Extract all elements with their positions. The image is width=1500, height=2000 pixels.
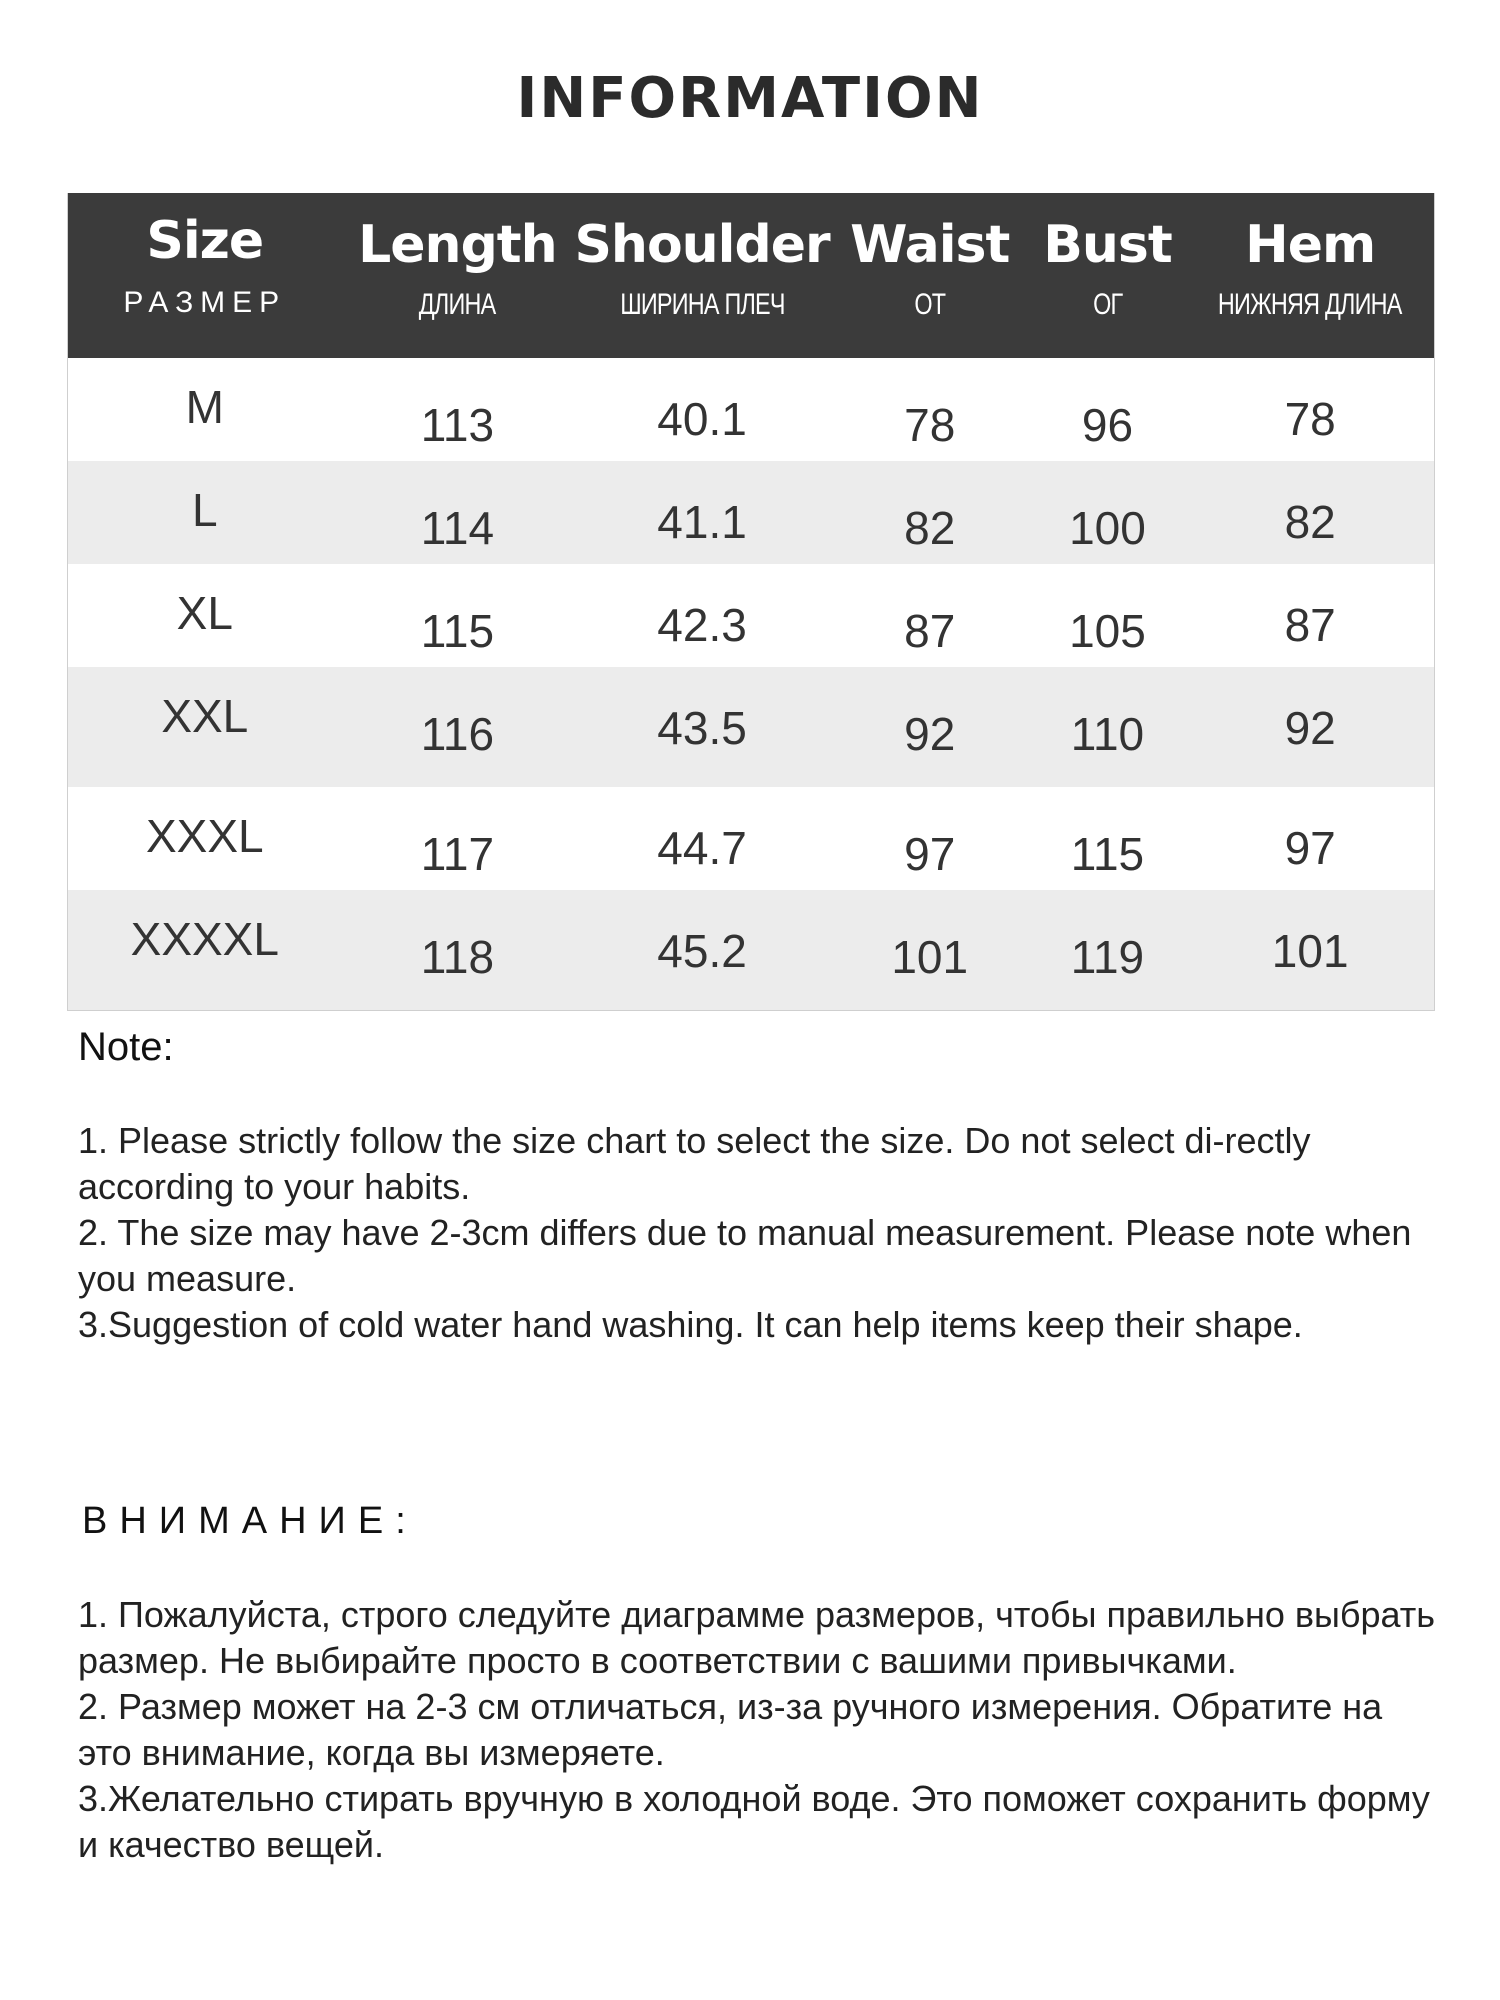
cell-size: L	[192, 484, 218, 536]
header-waist	[831, 193, 1029, 358]
header-shoulder	[573, 193, 831, 358]
header-shoulder-en: Shoulder	[574, 215, 830, 275]
cell-bust: 119	[1070, 931, 1145, 983]
note-heading: Note:	[78, 1025, 174, 1069]
header-hem	[1186, 193, 1434, 358]
cell-size: XXXXL	[130, 913, 279, 965]
header-hem-en: Hem	[1245, 215, 1376, 275]
cell-length: 114	[420, 502, 495, 554]
cell-size: XXL	[161, 690, 249, 742]
header-size-en: Size	[146, 211, 264, 271]
header-length-en: Length	[358, 215, 557, 275]
ru-note-item: 3.Желательно стирать вручную в холодной воде. Это поможет сохранить форму и качество вещей.	[78, 1778, 1430, 1865]
cell-length: 117	[420, 828, 495, 880]
cell-waist: 78	[904, 399, 956, 451]
cell-shoulder: 43.5	[657, 702, 747, 754]
header-size-ru: РАЗМЕР	[123, 286, 287, 319]
cell-shoulder: 45.2	[657, 925, 747, 977]
cell-waist: 87	[904, 605, 956, 657]
cell-length: 113	[420, 399, 495, 451]
cell-waist: 92	[904, 708, 956, 760]
cell-hem: 92	[1284, 702, 1336, 754]
cell-waist: 82	[904, 502, 956, 554]
table-row	[68, 667, 1434, 787]
table-row	[68, 890, 1434, 1010]
header-waist-en: Waist	[850, 215, 1010, 275]
cell-hem: 101	[1271, 925, 1349, 977]
ru-note-heading: ВНИМАНИЕ:	[82, 1500, 418, 1542]
ru-note-body	[78, 1592, 1438, 1868]
cell-length: 118	[420, 931, 495, 983]
header-size	[68, 193, 342, 358]
cell-waist: 101	[891, 931, 969, 983]
note-item: 1. Please strictly follow the size chart to select the size. Do not select di-rectly according to your habits.	[78, 1120, 1311, 1207]
size-chart-table	[67, 193, 1435, 1011]
ru-note-item: 1. Пожалуйста, строго следуйте диаграмме размеров, чтобы правильно выбрать размер. Не выбирайте просто в соответствии с вашими привычками.	[78, 1594, 1436, 1681]
header-length-ru: ДЛИНА	[419, 288, 496, 321]
note-item: 3.Suggestion of cold water hand washing. It can help items keep their shape.	[78, 1304, 1303, 1345]
table-row	[68, 787, 1434, 890]
table-row	[68, 358, 1434, 461]
cell-bust: 110	[1070, 708, 1145, 760]
header-hem-ru: НИЖНЯЯ ДЛИНА	[1218, 288, 1403, 321]
cell-bust: 115	[1070, 828, 1145, 880]
cell-hem: 82	[1284, 496, 1336, 548]
ru-note-item: 2. Размер может на 2-3 см отличаться, из-за ручного измерения. Обратите на это внимание, когда вы измеряете.	[78, 1686, 1383, 1773]
cell-bust: 100	[1069, 502, 1146, 554]
header-shoulder-ru: ШИРИНА ПЛЕЧ	[619, 288, 785, 321]
cell-bust: 105	[1069, 605, 1146, 657]
cell-hem: 78	[1284, 393, 1336, 445]
note-item: 2. The size may have 2-3cm differs due to manual measurement. Please note when you measure.	[78, 1212, 1412, 1299]
cell-length: 115	[420, 605, 495, 657]
table-header	[68, 193, 1434, 358]
page-title: INFORMATION	[516, 66, 984, 131]
header-bust	[1029, 193, 1187, 358]
cell-bust: 96	[1081, 399, 1134, 451]
header-bust-en: Bust	[1043, 215, 1172, 275]
cell-shoulder: 40.1	[657, 393, 747, 445]
note-body	[78, 1118, 1418, 1348]
cell-hem: 97	[1284, 822, 1336, 874]
cell-shoulder: 44.7	[657, 822, 747, 874]
cell-size: XL	[176, 587, 233, 639]
cell-size: M	[185, 381, 224, 433]
cell-length: 116	[420, 708, 495, 760]
table-row	[68, 564, 1434, 667]
cell-size: XXXL	[145, 810, 264, 862]
cell-shoulder: 41.1	[657, 496, 747, 548]
header-waist-ru: ОТ	[914, 288, 946, 321]
header-length	[342, 193, 574, 358]
table-row	[68, 461, 1434, 564]
cell-waist: 97	[904, 828, 956, 880]
cell-shoulder: 42.3	[657, 599, 747, 651]
cell-hem: 87	[1284, 599, 1336, 651]
header-bust-ru: ОГ	[1092, 288, 1123, 321]
